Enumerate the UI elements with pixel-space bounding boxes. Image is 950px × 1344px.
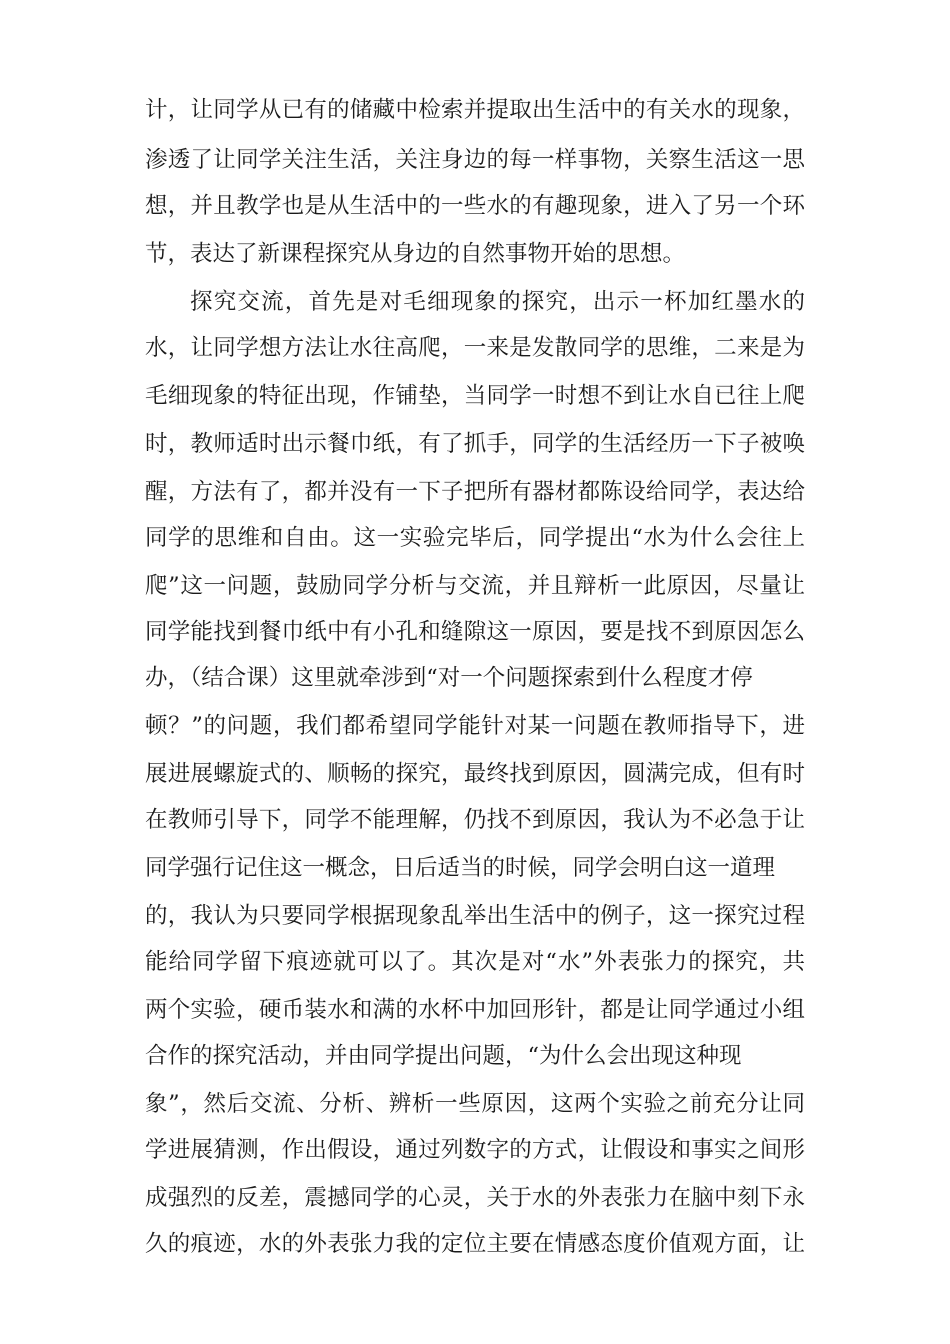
text-line-15: 展进展螺旋式的、顺畅的探究，最终找到原因，圆满完成，但有时 xyxy=(145,761,805,787)
text-line-17: 同学强行记住这一概念，日后适当的时候，同学会明白这一道理 xyxy=(145,855,776,881)
text-line-8: 时，教师适时出示餐巾纸，有了抓手，同学的生活经历一下子被唤 xyxy=(145,431,805,457)
text-line-10: 同学的思维和自由。这一实验完毕后，同学提出“水为什么会往上 xyxy=(145,525,805,551)
text-line-6: 水，让同学想方法让水往高爬，一来是发散同学的思维，二来是为 xyxy=(145,335,805,361)
text-line-13: 办，（结合课）这里就牵涉到“对一个问题探索到什么程度才停 xyxy=(145,665,753,691)
text-line-1: 计，让同学从已有的储藏中检索并提取出生活中的有关水的现象， xyxy=(145,97,805,123)
text-line-19: 能给同学留下痕迹就可以了。其次是对“水”外表张力的探究，共 xyxy=(145,949,805,975)
text-line-16: 在教师引导下，同学不能理解，仍找不到原因，我认为不必急于让 xyxy=(145,807,805,833)
text-line-11: 爬”这一问题，鼓励同学分析与交流，并且辩析一此原因，尽量让 xyxy=(145,573,805,599)
text-line-5: 探究交流，首先是对毛细现象的探究，出示一杯加红墨水的 xyxy=(190,289,805,315)
text-line-23: 学进展猜测，作出假设，通过列数字的方式，让假设和事实之间形 xyxy=(145,1137,805,1163)
text-line-4: 节，表达了新课程探究从身边的自然事物开始的思想。 xyxy=(145,241,686,267)
text-line-18: 的，我认为只要同学根据现象乱举出生活中的例子，这一探究过程 xyxy=(145,903,805,929)
text-line-24: 成强烈的反差，震撼同学的心灵，关于水的外表张力在脑中刻下永 xyxy=(145,1185,805,1211)
text-line-7: 毛细现象的特征出现，作铺垫，当同学一时想不到让水自已往上爬 xyxy=(145,383,805,409)
text-line-9: 醒，方法有了，都并没有一下子把所有器材都陈设给同学，表达给 xyxy=(145,479,805,505)
text-line-20: 两个实验，硬币装水和满的水杯中加回形针，都是让同学通过小组 xyxy=(145,997,805,1023)
text-line-2: 渗透了让同学关注生活，关注身边的每一样事物，关察生活这一思 xyxy=(145,147,805,173)
text-line-12: 同学能找到餐巾纸中有小孔和缝隙这一原因，要是找不到原因怎么 xyxy=(145,619,805,645)
text-line-14: 顿？”的问题，我们都希望同学能针对某一问题在教师指导下，进 xyxy=(145,713,805,739)
text-line-3: 想，并且教学也是从生活中的一些水的有趣现象，进入了另一个环 xyxy=(145,193,805,219)
text-line-22: 象”，然后交流、分析、辨析一些原因，这两个实验之前充分让同 xyxy=(145,1091,805,1117)
text-line-21: 合作的探究活动，并由同学提出问题，“为什么会出现这种现 xyxy=(145,1043,742,1069)
text-line-25: 久的痕迹，水的外表张力我的定位主要在情感态度价值观方面，让 xyxy=(145,1231,805,1257)
